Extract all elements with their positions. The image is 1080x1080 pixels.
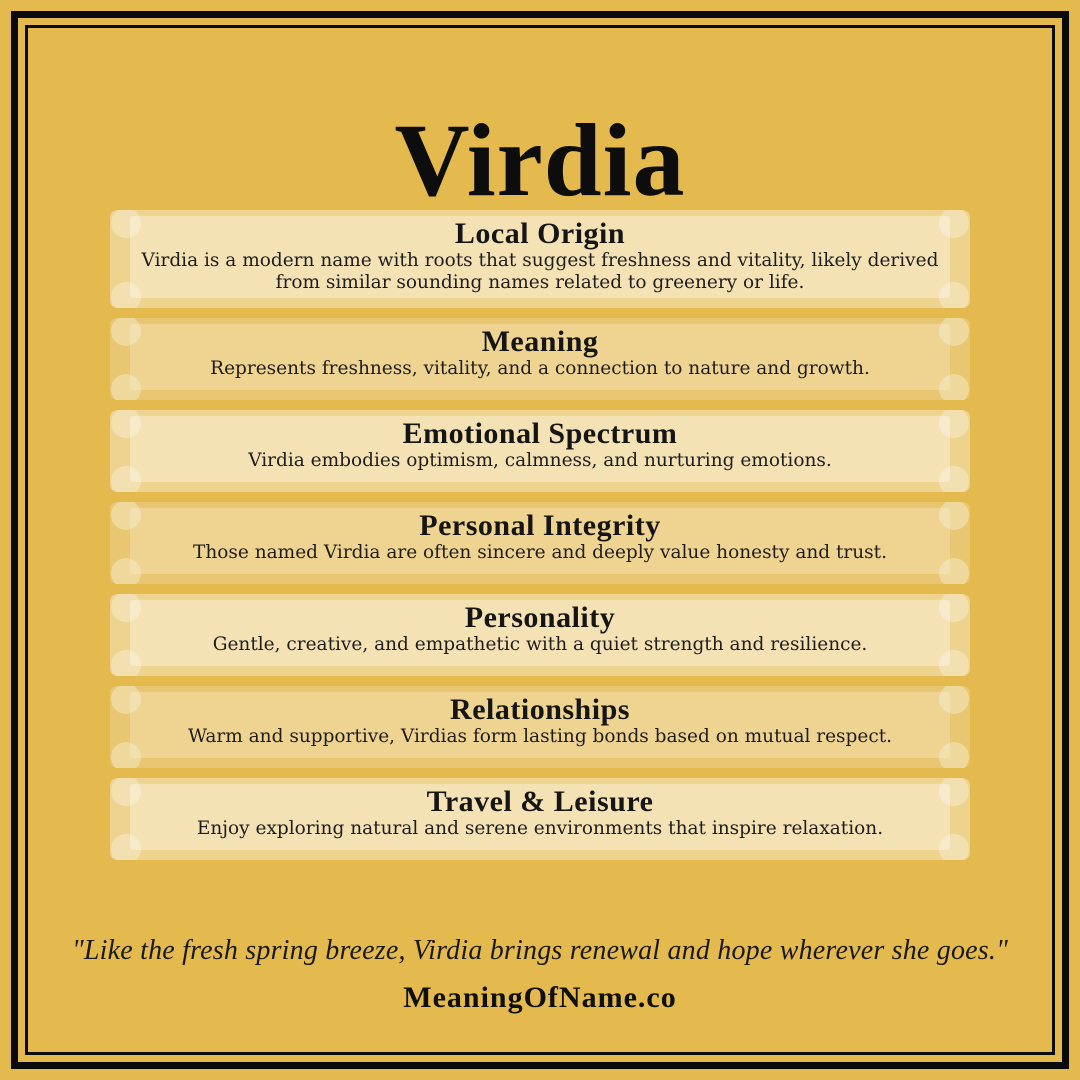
info-card-list (110, 210, 970, 860)
card-meaning (110, 318, 970, 400)
card-body-text: Enjoy exploring natural and serene environments that inspire relaxation. (196, 818, 884, 839)
card-local-origin (110, 210, 970, 308)
site-brand: MeaningOfName.co (403, 981, 677, 1014)
card-title: Emotional Spectrum (402, 417, 678, 450)
card-body-text: Those named Virdia are often sincere and deeply value honesty and trust. (193, 542, 887, 563)
card-title: Meaning (481, 325, 599, 358)
name-quote: "Like the fresh spring breeze, Virdia brings renewal and hope wherever she goes." (71, 935, 1009, 966)
card-title: Personality (464, 601, 616, 634)
card-panel (130, 324, 950, 390)
card-body-text: Virdia is a modern name with roots that suggest freshness and vitality, likely derived from similar sounding names related to greenery or life. (141, 250, 939, 293)
card-panel (130, 600, 950, 666)
card-panel (130, 416, 950, 482)
card-body-text: Gentle, creative, and empathetic with a quiet strength and resilience. (212, 634, 868, 655)
card-title: Local Origin (454, 217, 626, 250)
card-panel (130, 508, 950, 574)
card-personal-integrity (110, 502, 970, 584)
card-relationships (110, 686, 970, 768)
card-travel-leisure (110, 778, 970, 860)
card-panel (130, 692, 950, 758)
card-body-text: Warm and supportive, Virdias form lasting bonds based on mutual respect. (187, 726, 893, 747)
card-panel (130, 784, 950, 850)
card-panel (130, 216, 950, 298)
card-emotional-spectrum (110, 410, 970, 492)
card-title: Travel & Leisure (426, 785, 654, 818)
card-body-text: Virdia embodies optimism, calmness, and nurturing emotions. (248, 450, 832, 471)
card-body-text: Represents freshness, vitality, and a connection to nature and growth. (210, 358, 870, 379)
card-title: Personal Integrity (419, 509, 661, 542)
page-title: Virdia (394, 102, 686, 218)
card-personality (110, 594, 970, 676)
card-title: Relationships (450, 693, 630, 726)
